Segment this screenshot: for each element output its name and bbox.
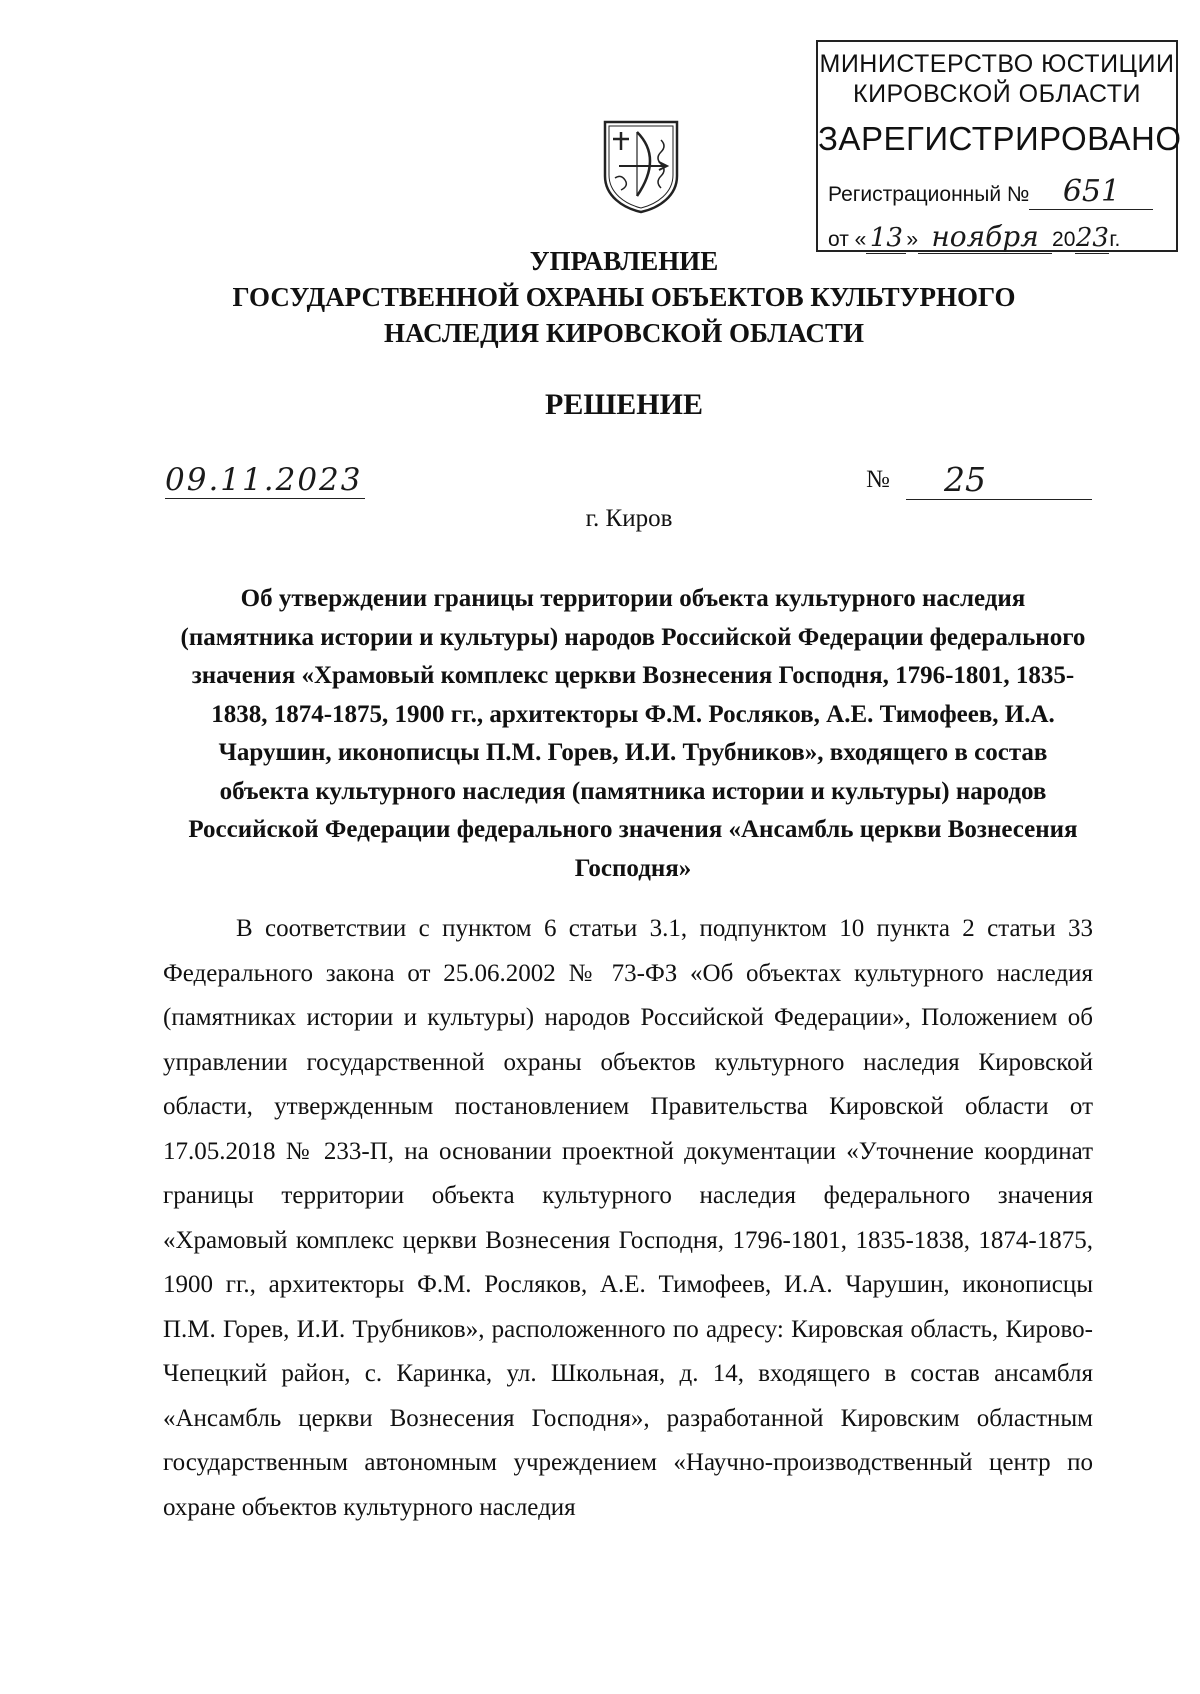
stamp-date-day: 13 bbox=[866, 223, 906, 254]
decision-number: 25 bbox=[906, 460, 1092, 500]
stamp-registration-number: 651 bbox=[1029, 174, 1153, 210]
agency-name-line3: НАСЛЕДИЯ КИРОВСКОЙ ОБЛАСТИ bbox=[384, 318, 864, 348]
stamp-date-month: ноября bbox=[918, 220, 1052, 254]
document-body bbox=[163, 907, 1093, 1530]
stamp-registration-row bbox=[828, 174, 1153, 210]
stamp-date-year-prefix: 20 bbox=[1052, 228, 1076, 251]
stamp-ministry-line: МИНИСТЕРСТВО ЮСТИЦИИ bbox=[819, 50, 1175, 78]
stamp-date-prefix: от « bbox=[828, 228, 867, 251]
city-name: г. Киров bbox=[585, 505, 673, 532]
decision-number-label: № bbox=[866, 466, 890, 493]
stamp-date-year-suffix: 23 bbox=[1075, 223, 1109, 253]
decision-date: 09.11.2023 bbox=[165, 462, 365, 499]
stamp-date-suffix: г. bbox=[1109, 228, 1121, 251]
stamp-registration-label: Регистрационный № bbox=[828, 183, 1030, 206]
stamp-date-mid: » bbox=[906, 228, 919, 251]
document-title: Об утверждении границы территории объекта культурного наследия (памятника истории и культуры) народов Российской Федерации федерального значения «Храмовый комплекс церкви Вознесения Господня, 1796-1801, 1835-1838, 1874-1875, 1900 гг., архитекторы Ф.М. Росляков, А.Е. Тимофеев, И.А. Чарушин, иконописцы П.М. Горев, И.И. Трубников», входящего в состав объекта культурного наследия (памятника истории и культуры) народов Российской Федерации федерального значения «Ансамбль церкви Вознесения Господня» bbox=[180, 585, 1086, 882]
registration-stamp bbox=[816, 40, 1182, 253]
agency-name-line2: ГОСУДАРСТВЕННОЙ ОХРАНЫ ОБЪЕКТОВ КУЛЬТУРНОГО bbox=[232, 282, 1016, 312]
stamp-status: ЗАРЕГИСТРИРОВАНО bbox=[818, 120, 1182, 157]
agency-name-line1: УПРАВЛЕНИЕ bbox=[529, 246, 719, 276]
body-paragraph: В соответствии с пунктом 6 статьи 3.1, подпунктом 10 пункта 2 статьи 33 Федерального закона от 25.06.2002 № 73-ФЗ «Об объектах культурного наследия (памятниках истории и культуры) народов Российской Федерации», Положением об управлении государственной охраны объектов культурного наследия Кировской области, утвержденным постановлением Правительства Кировской области от 17.05.2018 № 233-П, на основании проектной документации «Уточнение координат границы территории объекта культурного наследия федерального значения «Храмовый комплекс церкви Вознесения Господня, 1796-1801, 1835-1838, 1874-1875, 1900 гг., архитекторы Ф.М. Росляков, А.Е. Тимофеев, И.А. Чарушин, иконописцы П.М. Горев, И.И. Трубников», расположенного по адресу: Кировская область, Кирово-Чепецкий район, с. Каринка, ул. Школьная, д. 14, входящего в состав ансамбля «Ансамбль церкви Вознесения Господня», разработанной Кировским областным государственным автономным учреждением «Научно-производственный центр по охране объектов культурного наследия bbox=[163, 915, 1093, 1521]
coat-of-arms-icon bbox=[601, 118, 681, 214]
stamp-region-line: КИРОВСКОЙ ОБЛАСТИ bbox=[853, 80, 1141, 108]
document-type-heading: РЕШЕНИЕ bbox=[545, 388, 703, 421]
